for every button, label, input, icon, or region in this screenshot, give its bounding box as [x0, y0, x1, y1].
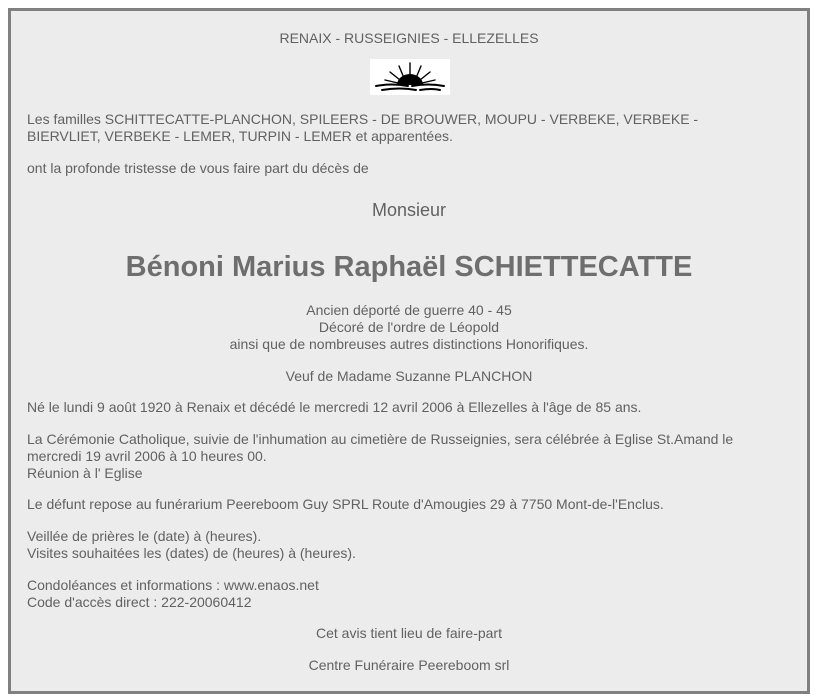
honor-line-1: Ancien déporté de guerre 40 - 45: [306, 302, 512, 318]
families-line-2: BIERVLIET, VERBEKE - LEMER, TURPIN - LEMER et apparentées.: [27, 128, 453, 144]
access-code-line: Code d'accès direct : 222-20060412: [27, 594, 252, 610]
announcement-text: ont la profonde tristesse de vous faire part du décès de: [27, 160, 369, 176]
birth-death-text: Né le lundi 9 août 1920 à Renaix et décédé le mercredi 12 avril 2006 à Ellezelles à l'âge de 85 ans.: [27, 399, 642, 415]
deceased-name: Bénoni Marius Raphaël SCHIETTECATTE: [125, 251, 693, 283]
sunrise-icon: [370, 59, 450, 95]
obituary-card: [8, 8, 810, 694]
widow-text: Veuf de Madame Suzanne PLANCHON: [285, 368, 533, 384]
condolences-line-1: Condoléances et informations : www.enaos.net: [27, 577, 319, 593]
families-line-1: Les familles SCHITTECATTE-PLANCHON, SPILEERS - DE BROUWER, MOUPU - VERBEKE, VERBEKE -: [27, 111, 699, 127]
vigil-line-1: Veillée de prières le (date) à (heures).: [27, 528, 262, 544]
notice-text: Cet avis tient lieu de faire-part: [316, 625, 502, 641]
title-monsieur: Monsieur: [371, 200, 447, 220]
ceremony-line-2: mercredi 19 avril 2006 à 10 heures 00.: [27, 448, 267, 464]
funeral-home-name: Centre Funéraire Peereboom srl: [308, 657, 510, 673]
ceremony-line-1: La Cérémonie Catholique, suivie de l'inhumation au cimetière de Russeignies, sera célébrée à Eglise St.Amand le: [27, 431, 734, 447]
vigil-line-2: Visites souhaitées les (dates) de (heures) à (heures).: [27, 545, 356, 561]
funerarium-text: Le défunt repose au funérarium Peereboom Guy SPRL Route d'Amougies 29 à 7750 Mont-de-l'Enclus.: [27, 496, 664, 512]
honor-line-2: Décoré de l'ordre de Léopold: [318, 319, 500, 335]
location-header: RENAIX - RUSSEIGNIES - ELLEZELLES: [279, 30, 539, 46]
ceremony-line-3: Réunion à l' Eglise: [27, 465, 143, 481]
honor-line-3: ainsi que de nombreuses autres distinctions Honorifiques.: [229, 336, 589, 352]
